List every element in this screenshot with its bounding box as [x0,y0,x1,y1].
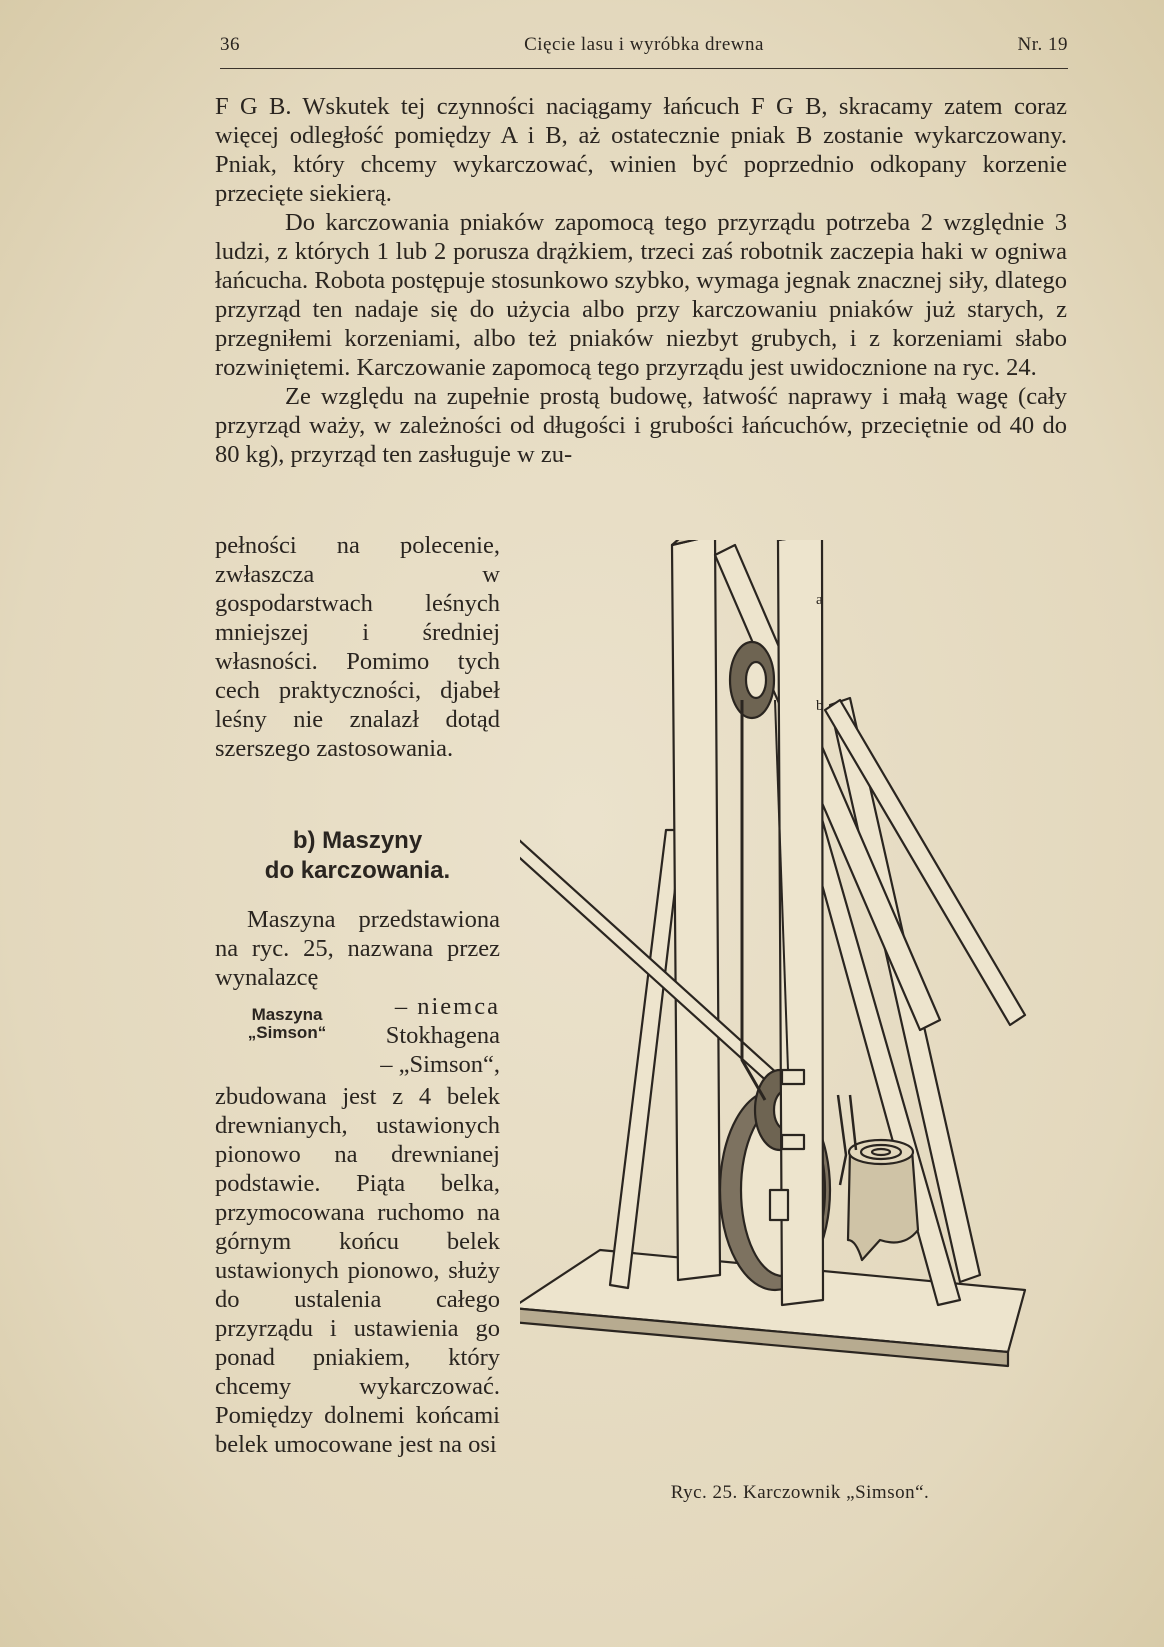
section-heading-line-2: do karczowania. [264,857,451,884]
section-heading-line-1: b) Maszyny [292,827,423,854]
marginal-row [215,992,500,1082]
left-slanted-beam [610,830,682,1288]
top-tilted-beam [715,545,940,1030]
text-stokhagena: Stokhagena [385,1022,500,1049]
chain-rope [742,700,765,1100]
page-number: 36 [220,34,240,55]
beam-label-b: b [816,698,824,714]
paragraph-3-continued: pełności na polecenie, zwłaszcza w gospodarstwach leśnych mniejszej i średniej własności. Pomimo tych cech praktyczności, djabeł leśny nie znalazł dotąd szerszego zastosowania. [215,532,500,762]
section-heading [215,826,500,886]
paragraph-2: Do karczowania pniaków zapomocą tego przyrządu potrzeba 2 względnie 3 ludzi, z których 1 lub 2 porusza drążkiem, trzeci zaś robotnik zaczepia haki w ogniwa łańcucha. Robota postępuje stosunkowo szybko, wymaga jegnak znacznej siły, dlatego przyrząd ten nadaje się do użycia albo przy karczowaniu pniaków już starych, z przegniłemi korzeniami, albo też pniaków niezbyt grubych, i z korzeniami słabo rozwiniętemi. Karczowanie zapomocą tego przyrządu jest uwidocznione na ryc. 24. [215,209,1067,381]
paragraph-3: Ze względu na zupełnie prostą budowę, łatwość naprawy i małą wagę (cały przyrząd waży, w zależności od długości i grubości łańcuchów, przeciętnie od 40 do 80 kg), przyrząd ten zasługuje w zu- [215,383,1067,468]
marginal-note-line-1: Maszyna [251,1005,323,1024]
marginal-note-line-2: „Simson“ [247,1023,327,1042]
text-simson: – „Simson“, [380,1051,500,1078]
section-text [215,905,500,1459]
section-intro: Maszyna przedstawiona na ryc. 25, nazwana przez wynalazcę [215,906,500,991]
left-column-text [215,531,500,763]
running-header [220,34,1068,64]
simson-machine-illustration [520,540,1080,1370]
section-rest: zbudowana jest z 4 belek drewnianych, ustawionych pionowo na drewnianej podstawie. Piąta belka, przymocowana ruchomo na górnym końcu belek ustawionych pionowo, służy do ustalenia całego przyrządu i ustawienia go ponad pniakiem, który chcemy wykarczować. Pomiędzy dolnemi końcami belek umocowane jest na osi [215,1083,500,1458]
running-title: Cięcie lasu i wyróbka drewna [524,34,764,55]
beam-label-a: a [816,592,823,608]
marginal-note [237,1006,337,1042]
paragraph-1: F G B. Wskutek tej czynności naciągamy łańcuch F G B, skracamy zatem coraz więcej odległość pomiędzy A i B, aż ostatecznie pniak B zostanie wykarczowany. Pniak, który chcemy wykarczować, winien być poprzednio odkopany korzenie przecięte siekierą. [215,93,1067,207]
figure-caption: Ryc. 25. Karczownik „Simson“. [670,1482,930,1503]
left-upright-beam [672,540,720,1280]
main-text [215,92,1067,469]
text-niemca: – niemca [394,993,500,1020]
header-rule [220,68,1068,69]
issue-number: Nr. 19 [1017,34,1068,55]
